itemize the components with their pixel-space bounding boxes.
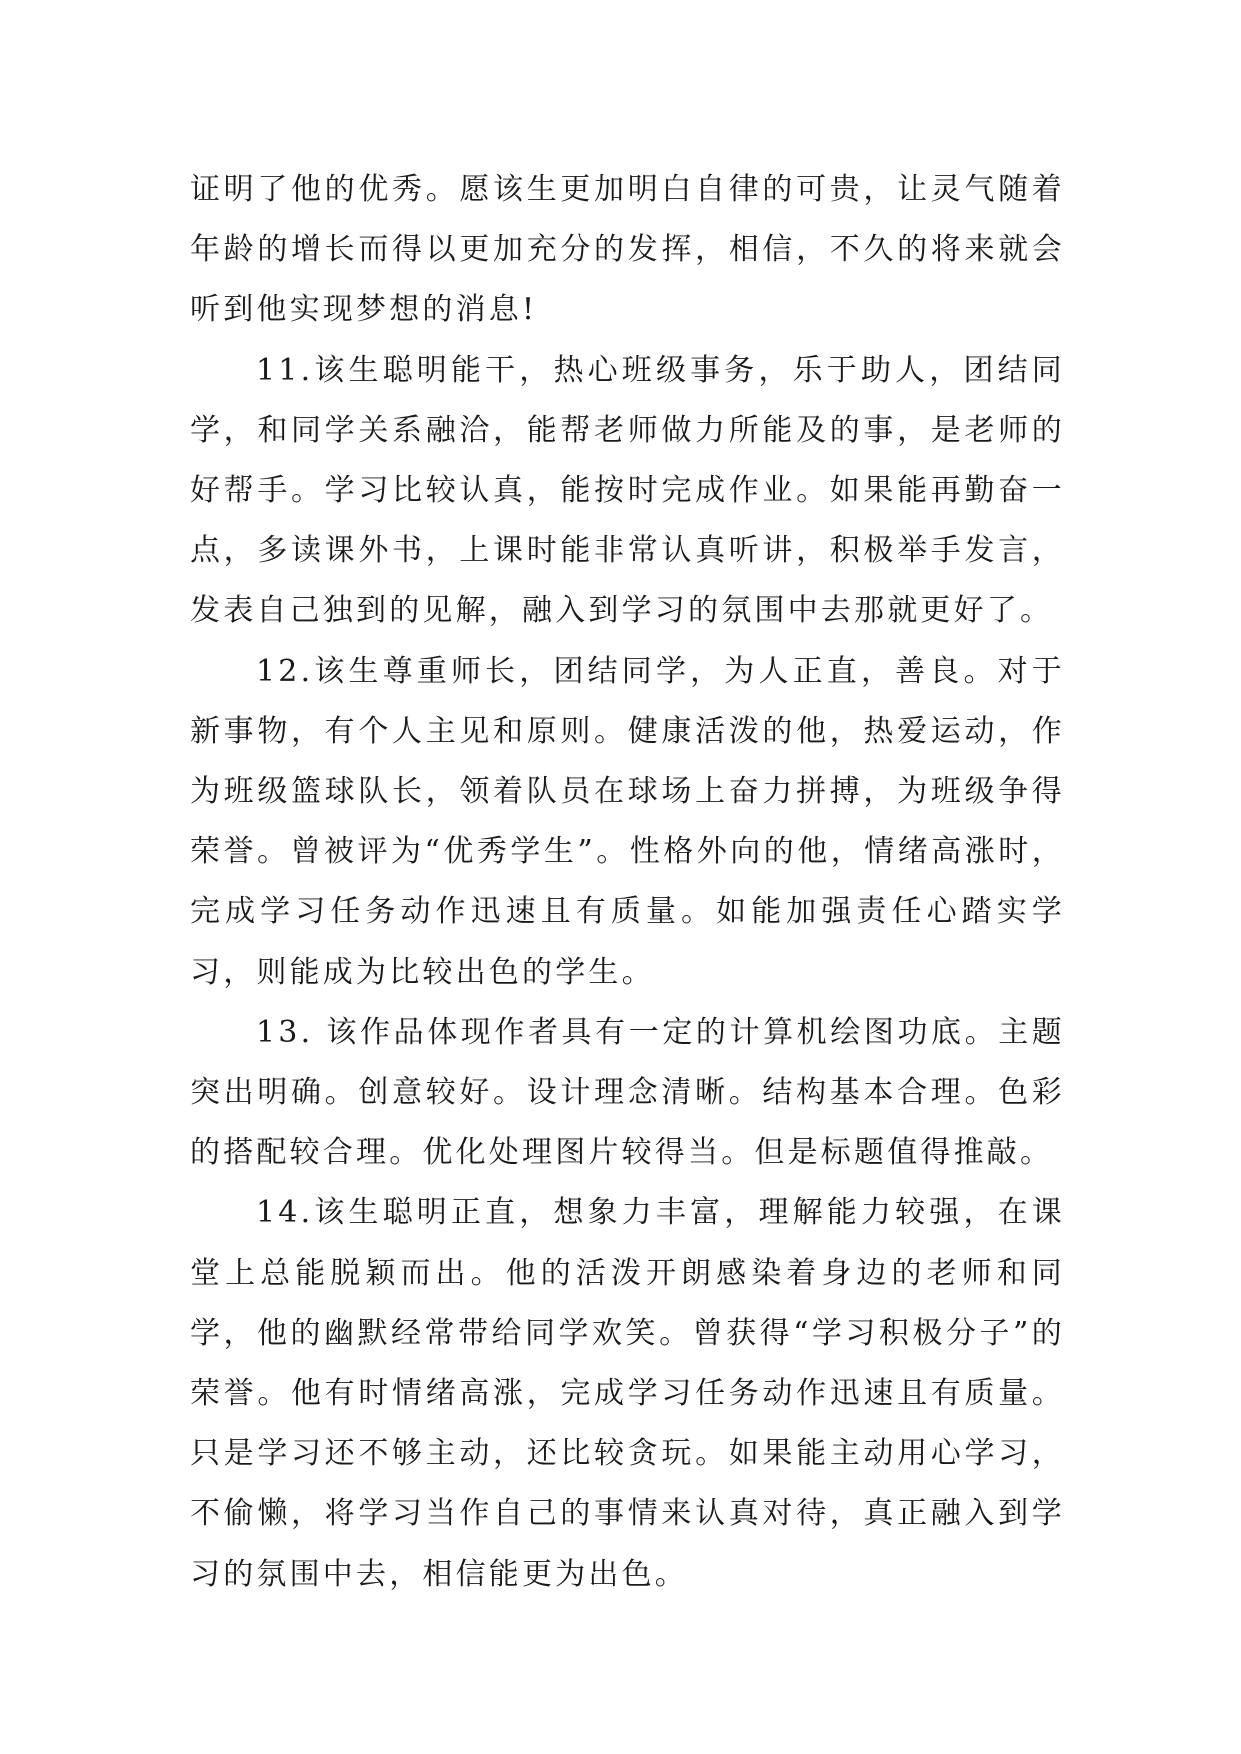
paragraph-comment-14: 14.该生聪明正直，想象力丰富，理解能力较强，在课堂上总能脱颖而出。他的活泼开朗感染着身边的老师和同学，他的幽默经常带给同学欢笑。曾获得“学习积极分子”的荣誉。他有时情绪高涨，完成学习任务动作迅速且有质量。只是学习还不够主动，还比较贪玩。如果能主动用心学习，不偷懒，将学习当作自己的事情来认真对待，真正融入到学习的氛围中去，相信能更为出色。 [190,1195,1065,1592]
document-body [190,160,1065,1605]
paragraph-comment-12: 12.该生尊重师长，团结同学，为人正直，善良。对于新事物，有个人主见和原则。健康活泼的他，热爱运动，作为班级篮球队长，领着队员在球场上奋力拼搏，为班级争得荣誉。曾被评为“优秀学生”。性格外向的他，情绪高涨时，完成学习任务动作迅速且有质量。如能加强责任心踏实学习，则能成为比较出色的学生。 [190,653,1065,990]
paragraph-comment-11: 11.该生聪明能干，热心班级事务，乐于助人，团结同学，和同学关系融洽，能帮老师做力所能及的事，是老师的好帮手。学习比较认真，能按时完成作业。如果能再勤奋一点，多读课外书，上课时能非常认真听讲，积极举手发言，发表自己独到的见解，融入到学习的氛围中去那就更好了。 [190,352,1065,629]
paragraph-comment-13: 13. 该作品体现作者具有一定的计算机绘图功底。主题突出明确。创意较好。设计理念清晰。结构基本合理。色彩的搭配较合理。优化处理图片较得当。但是标题值得推敲。 [190,1014,1065,1171]
paragraph-continuation: 证明了他的优秀。愿该生更加明白自律的可贵，让灵气随着年龄的增长而得以更加充分的发挥，相信，不久的将来就会听到他实现梦想的消息! [190,172,1065,328]
